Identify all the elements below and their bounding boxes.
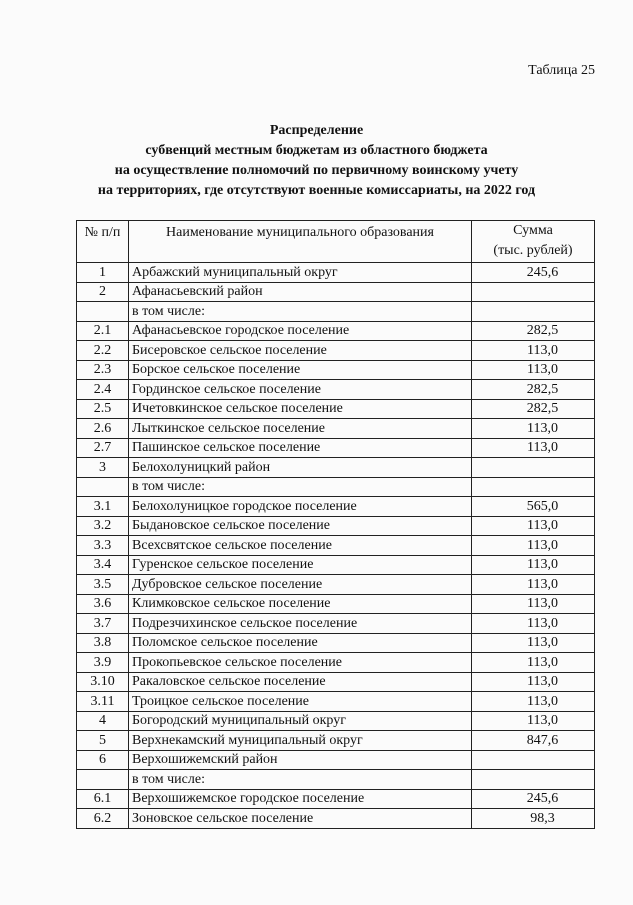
table-number-label: Таблица 25 (528, 63, 595, 78)
row-number-cell (77, 770, 129, 790)
row-sum-cell: 113,0 (472, 672, 595, 692)
row-name-cell: Бисеровское сельское поселение (129, 341, 472, 361)
row-sum-cell: 113,0 (472, 516, 595, 536)
row-sum-cell: 113,0 (472, 419, 595, 439)
table-row (77, 594, 595, 614)
row-name-cell: Поломское сельское поселение (129, 633, 472, 653)
row-number-cell: 2.6 (77, 419, 129, 439)
row-name-cell: Климковское сельское поселение (129, 594, 472, 614)
document-title (0, 121, 633, 201)
row-sum-cell: 282,5 (472, 321, 595, 341)
row-name-cell: в том числе: (129, 770, 472, 790)
row-number-cell: 5 (77, 731, 129, 751)
table-row (77, 750, 595, 770)
row-name-cell: Верхнекамский муниципальный округ (129, 731, 472, 751)
row-number-cell: 3.4 (77, 555, 129, 575)
table-row (77, 321, 595, 341)
row-sum-cell: 565,0 (472, 497, 595, 517)
row-sum-cell: 113,0 (472, 711, 595, 731)
row-number-cell: 2.7 (77, 438, 129, 458)
row-name-cell: Белохолуницкий район (129, 458, 472, 478)
table-row (77, 575, 595, 595)
row-sum-cell: 113,0 (472, 633, 595, 653)
row-sum-cell: 282,5 (472, 399, 595, 419)
row-number-cell: 2.5 (77, 399, 129, 419)
row-sum-cell: 113,0 (472, 555, 595, 575)
row-sum-cell: 113,0 (472, 653, 595, 673)
row-name-cell: Прокопьевское сельское поселение (129, 653, 472, 673)
column-header-sum-line1: Сумма (513, 223, 553, 238)
row-name-cell: Ракаловское сельское поселение (129, 672, 472, 692)
row-number-cell: 3.5 (77, 575, 129, 595)
column-header-sum-line2: (тыс. рублей) (493, 243, 573, 258)
row-number-cell (77, 302, 129, 322)
row-name-cell: Гординское сельское поселение (129, 380, 472, 400)
row-sum-cell: 113,0 (472, 341, 595, 361)
title-line: Распределение (269, 123, 364, 138)
row-sum-cell (472, 770, 595, 790)
table-row (77, 399, 595, 419)
row-number-cell: 6.2 (77, 809, 129, 829)
row-number-cell: 2.4 (77, 380, 129, 400)
title-line: на осуществление полномочий по первичному воинскому учету (114, 163, 519, 178)
table-row (77, 809, 595, 829)
row-number-cell: 3.10 (77, 672, 129, 692)
table-row (77, 653, 595, 673)
table-row (77, 263, 595, 283)
row-number-cell: 3.9 (77, 653, 129, 673)
row-name-cell: Борское сельское поселение (129, 360, 472, 380)
row-number-cell: 3.2 (77, 516, 129, 536)
row-number-cell: 2.2 (77, 341, 129, 361)
row-sum-cell: 113,0 (472, 536, 595, 556)
row-number-cell: 2 (77, 282, 129, 302)
title-line: на территориях, где отсутствуют военные комиссариаты, на 2022 год (97, 183, 536, 198)
row-sum-cell: 282,5 (472, 380, 595, 400)
table-body (77, 263, 595, 829)
table-row (77, 438, 595, 458)
table-row (77, 360, 595, 380)
row-sum-cell (472, 477, 595, 497)
row-name-cell: Афанасьевский район (129, 282, 472, 302)
column-header-sum (472, 221, 595, 263)
table-row (77, 497, 595, 517)
row-name-cell: Белохолуницкое городское поселение (129, 497, 472, 517)
table-row (77, 770, 595, 790)
row-number-cell: 1 (77, 263, 129, 283)
row-sum-cell: 113,0 (472, 438, 595, 458)
row-name-cell: Всехсвятское сельское поселение (129, 536, 472, 556)
row-number-cell: 3 (77, 458, 129, 478)
table-row (77, 282, 595, 302)
table-row (77, 692, 595, 712)
title-line: субвенций местным бюджетам из областного бюджета (145, 143, 488, 158)
row-name-cell: Ичетовкинское сельское поселение (129, 399, 472, 419)
row-number-cell: 2.1 (77, 321, 129, 341)
row-number-cell: 3.6 (77, 594, 129, 614)
row-name-cell: Верхошижемское городское поселение (129, 789, 472, 809)
table-header-row (77, 221, 595, 263)
allocation-table (76, 220, 595, 829)
row-name-cell: Пашинское сельское поселение (129, 438, 472, 458)
row-name-cell: Подрезчихинское сельское поселение (129, 614, 472, 634)
table-row (77, 302, 595, 322)
row-name-cell: Верхошижемский район (129, 750, 472, 770)
table-row (77, 458, 595, 478)
row-sum-cell: 98,3 (472, 809, 595, 829)
table-row (77, 711, 595, 731)
table-row (77, 380, 595, 400)
row-number-cell: 4 (77, 711, 129, 731)
column-header-name: Наименование муниципального образования (129, 221, 472, 263)
table-row (77, 789, 595, 809)
row-sum-cell (472, 458, 595, 478)
table-row (77, 672, 595, 692)
row-name-cell: Троицкое сельское поселение (129, 692, 472, 712)
row-sum-cell: 113,0 (472, 575, 595, 595)
table-row (77, 555, 595, 575)
row-name-cell: Быдановское сельское поселение (129, 516, 472, 536)
row-name-cell: Гуренское сельское поселение (129, 555, 472, 575)
row-sum-cell: 113,0 (472, 360, 595, 380)
row-sum-cell (472, 302, 595, 322)
row-name-cell: Лыткинское сельское поселение (129, 419, 472, 439)
row-number-cell: 6.1 (77, 789, 129, 809)
row-sum-cell (472, 282, 595, 302)
table-row (77, 614, 595, 634)
row-sum-cell: 245,6 (472, 263, 595, 283)
row-number-cell: 3.7 (77, 614, 129, 634)
table-row (77, 633, 595, 653)
row-name-cell: Зоновское сельское поселение (129, 809, 472, 829)
table-row (77, 477, 595, 497)
row-sum-cell: 113,0 (472, 614, 595, 634)
row-name-cell: Арбажский муниципальный округ (129, 263, 472, 283)
row-number-cell: 2.3 (77, 360, 129, 380)
table-row (77, 419, 595, 439)
row-name-cell: в том числе: (129, 477, 472, 497)
row-sum-cell: 245,6 (472, 789, 595, 809)
row-number-cell: 3.3 (77, 536, 129, 556)
table-row (77, 516, 595, 536)
row-name-cell: Афанасьевское городское поселение (129, 321, 472, 341)
row-sum-cell: 113,0 (472, 594, 595, 614)
row-sum-cell: 113,0 (472, 692, 595, 712)
row-number-cell: 3.11 (77, 692, 129, 712)
row-name-cell: Богородский муниципальный округ (129, 711, 472, 731)
table-row (77, 536, 595, 556)
row-number-cell: 3.1 (77, 497, 129, 517)
column-header-number: № п/п (77, 221, 129, 263)
row-number-cell: 3.8 (77, 633, 129, 653)
row-sum-cell: 847,6 (472, 731, 595, 751)
row-number-cell: 6 (77, 750, 129, 770)
table-row (77, 731, 595, 751)
row-number-cell (77, 477, 129, 497)
row-name-cell: Дубровское сельское поселение (129, 575, 472, 595)
row-name-cell: в том числе: (129, 302, 472, 322)
table-row (77, 341, 595, 361)
row-sum-cell (472, 750, 595, 770)
